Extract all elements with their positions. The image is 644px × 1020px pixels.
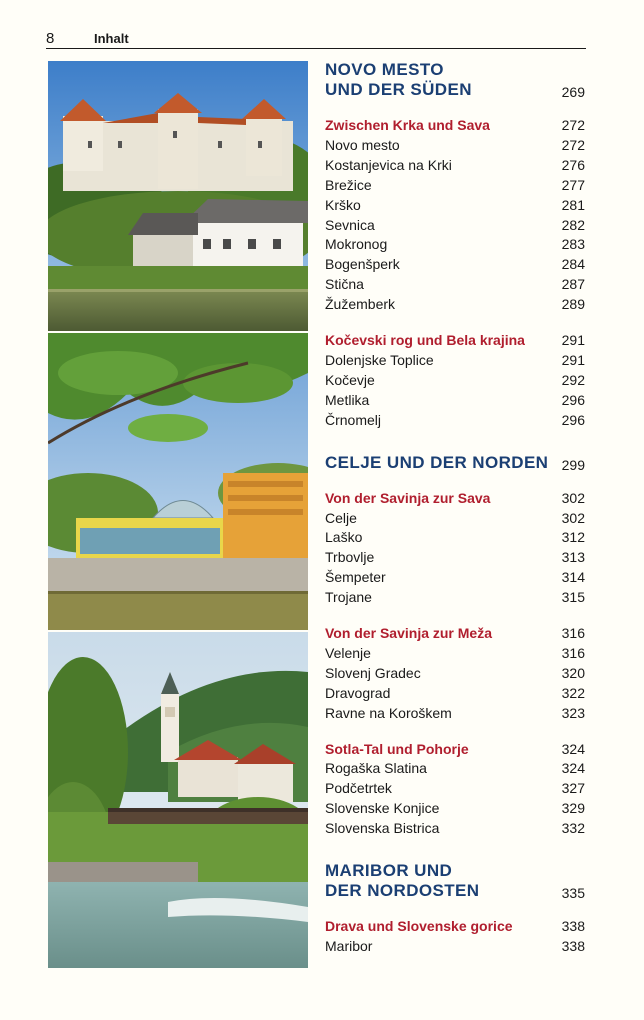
toc-entry[interactable]: Stična 287 [325, 276, 585, 293]
toc-entry[interactable]: Ravne na Koroškem 323 [325, 704, 585, 721]
subsection-title[interactable]: Von der Savinja zur Meža 316 [325, 625, 585, 642]
section-maribor [325, 861, 585, 957]
section-title-line2: UND DER SÜDEN [325, 80, 472, 99]
toc-entry[interactable]: Mokronog 283 [325, 236, 585, 253]
toc-entry[interactable]: Novo mesto 272 [325, 136, 585, 153]
section-page: 299 [561, 456, 585, 473]
toc-entry[interactable]: Trbovlje 313 [325, 549, 585, 566]
toc-entry[interactable]: Šempeter 314 [325, 569, 585, 586]
photo-column [48, 61, 308, 968]
section-page: 269 [561, 84, 585, 100]
section-page: 335 [561, 885, 585, 902]
toc-entry[interactable]: Žužemberk 289 [325, 296, 585, 313]
section-celje [325, 453, 585, 840]
toc-entry[interactable]: Dolenjske Toplice 291 [325, 351, 585, 368]
toc-entry[interactable]: Podčetrtek 327 [325, 780, 585, 797]
toc-entry[interactable]: Sevnica 282 [325, 216, 585, 233]
spa-photo [48, 333, 308, 630]
toc-entry[interactable]: Kostanjevica na Krki 276 [325, 156, 585, 173]
section-title-line2: DER NORDOSTEN [325, 881, 480, 901]
castle-photo [48, 61, 308, 331]
section-title: MARIBOR UND [325, 861, 453, 881]
subsection-title[interactable]: Kočevski rog und Bela krajina 291 [325, 332, 585, 349]
toc-entry[interactable]: Celje 302 [325, 509, 585, 526]
toc-entry[interactable]: Rogaška Slatina 324 [325, 760, 585, 777]
toc-group [325, 740, 585, 840]
toc-entry[interactable]: Krško 281 [325, 196, 585, 213]
table-of-contents [325, 60, 585, 957]
toc-entry[interactable]: Bogenšperk 284 [325, 256, 585, 273]
section-title: CELJE UND DER NORDEN [325, 452, 549, 472]
toc-entry[interactable]: Trojane 315 [325, 589, 585, 606]
toc-entry[interactable]: Maribor 338 [325, 938, 585, 954]
toc-group [325, 331, 585, 431]
toc-entry[interactable]: Brežice 277 [325, 176, 585, 193]
town-photo [48, 632, 308, 968]
toc-entry[interactable]: Kočevje 292 [325, 371, 585, 388]
toc-group [325, 489, 585, 608]
toc-group [325, 116, 585, 315]
toc-entry[interactable]: Slovenska Bistrica 332 [325, 820, 585, 837]
toc-group [325, 917, 585, 957]
toc-entry[interactable]: Slovenj Gradec 320 [325, 664, 585, 681]
toc-entry[interactable]: Slovenske Konjice 329 [325, 800, 585, 817]
page-header [46, 28, 586, 49]
toc-entry[interactable]: Črnomelj 296 [325, 411, 585, 428]
header-title: Inhalt [94, 31, 129, 46]
toc-group [325, 624, 585, 724]
toc-entry[interactable]: Dravograd 322 [325, 684, 585, 701]
subsection-title[interactable]: Von der Savinja zur Sava 302 [325, 489, 585, 506]
toc-entry[interactable]: Metlika 296 [325, 391, 585, 408]
subsection-title[interactable]: Zwischen Krka und Sava 272 [325, 117, 585, 133]
toc-entry[interactable]: Velenje 316 [325, 644, 585, 661]
subsection-title[interactable]: Drava und Slovenske gorice 338 [325, 918, 585, 935]
section-title: NOVO MESTO [325, 60, 444, 79]
page-number: 8 [46, 30, 55, 47]
section-novo-mesto [325, 60, 585, 431]
toc-entry[interactable]: Laško 312 [325, 529, 585, 546]
subsection-title[interactable]: Sotla-Tal und Pohorje 324 [325, 740, 585, 757]
